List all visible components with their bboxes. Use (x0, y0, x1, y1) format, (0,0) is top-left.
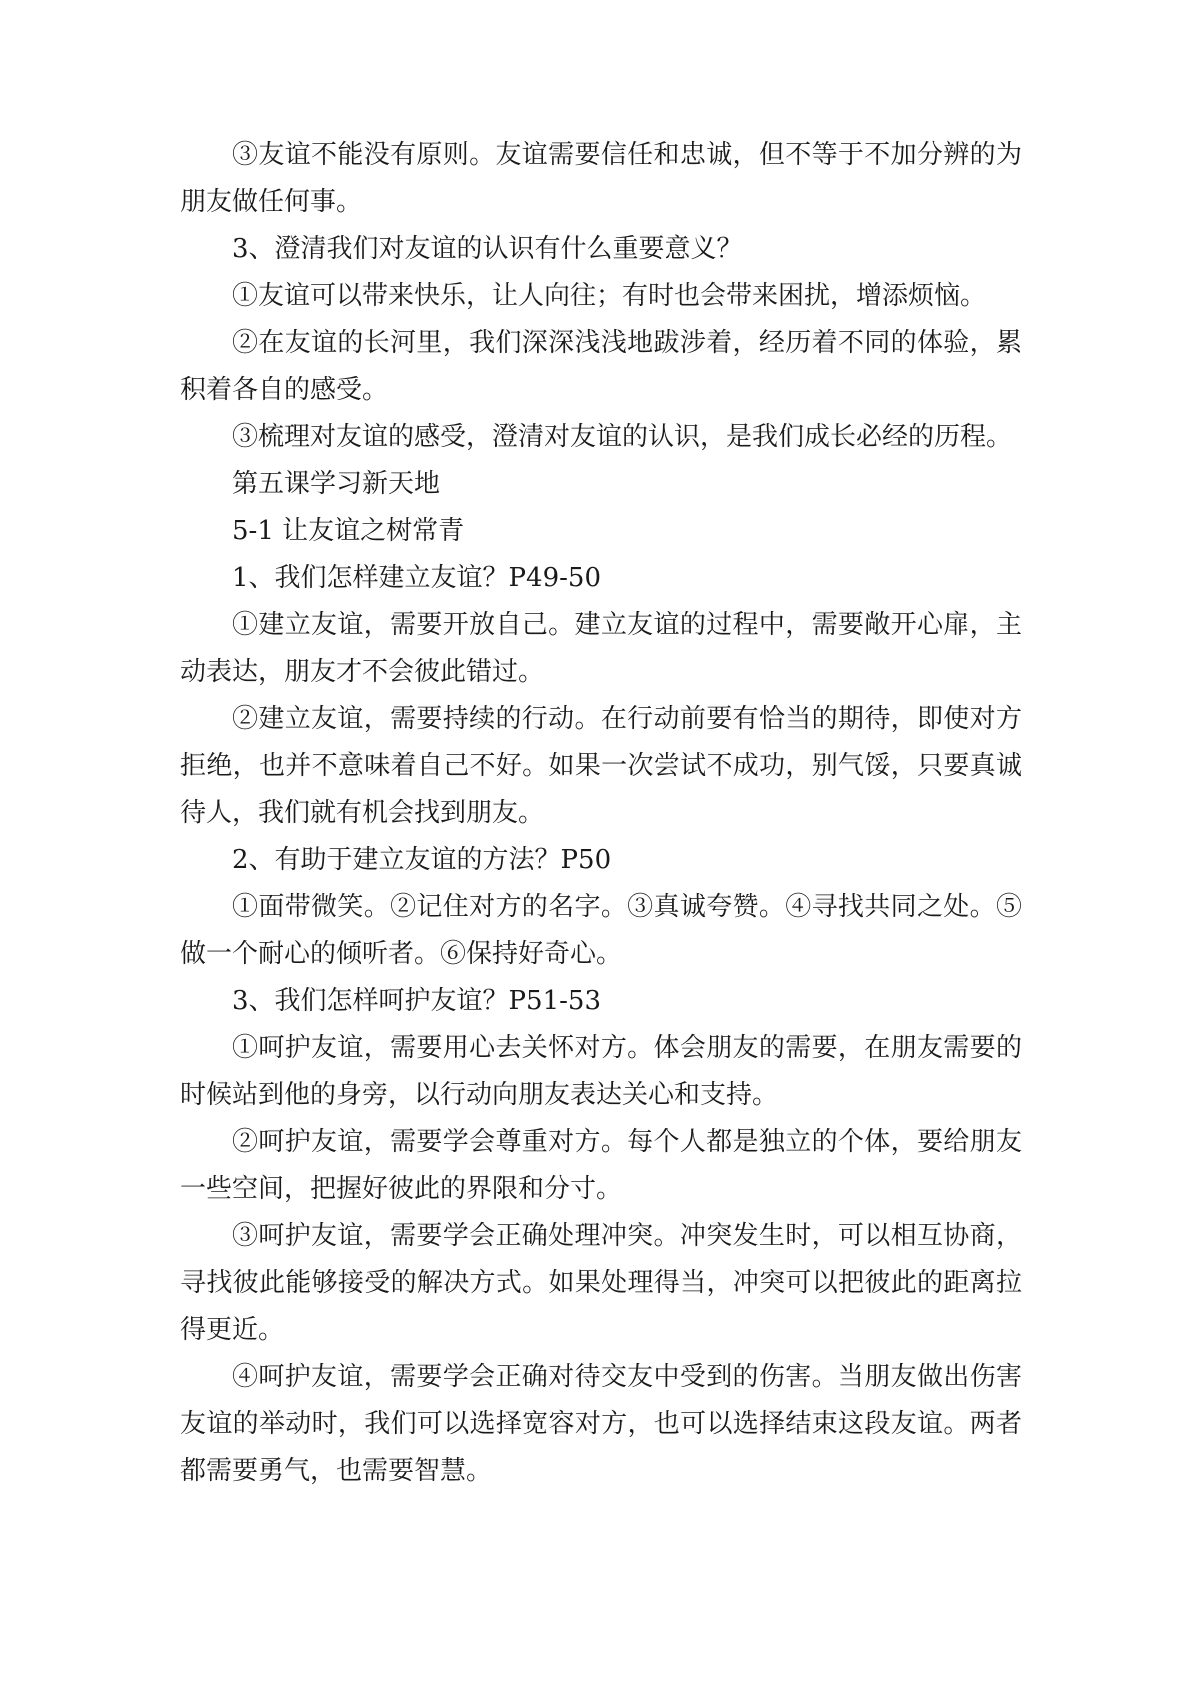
lesson-heading: 第五课学习新天地 (232, 469, 441, 499)
paragraph-joy-trouble: ①友谊可以带来快乐，让人向往；有时也会带来困扰，增添烦恼。 (232, 281, 987, 311)
paragraph-principle: ③友谊不能没有原则。友谊需要信任和忠诚，但不等于不加分辨的为朋友做任何事。 (180, 140, 1022, 217)
paragraph-care-for-other: ①呵护友谊，需要用心去关怀对方。体会朋友的需要，在朋友需要的时候站到他的身旁，以行动向朋友表达关心和支持。 (180, 1033, 1022, 1110)
question-care-friendship: 3、我们怎样呵护友谊？P51-53 (232, 986, 601, 1016)
question-methods: 2、有助于建立友谊的方法？P50 (232, 845, 612, 875)
paragraph-river-of-friendship: ②在友谊的长河里，我们深深浅浅地跋涉着，经历着不同的体验，累积着各自的感受。 (180, 328, 1022, 405)
paragraph-respect: ②呵护友谊，需要学会尊重对方。每个人都是独立的个体，要给朋友一些空间，把握好彼此的界限和分寸。 (180, 1127, 1022, 1204)
question-clarify-meaning: 3、澄清我们对友谊的认识有什么重要意义？ (232, 234, 743, 264)
paragraph-open-yourself: ①建立友谊，需要开放自己。建立友谊的过程中，需要敞开心扉，主动表达，朋友才不会彼此错过。 (180, 610, 1022, 687)
section-heading: 5-1 让友谊之树常青 (232, 516, 465, 546)
question-build-friendship: 1、我们怎样建立友谊？P49-50 (232, 563, 601, 593)
paragraph-methods-list: ①面带微笑。②记住对方的名字。③真诚夸赞。④寻找共同之处。⑤做一个耐心的倾听者。⑥保持好奇心。 (180, 892, 1022, 969)
paragraph-handle-hurt: ④呵护友谊，需要学会正确对待交友中受到的伤害。当朋友做出伤害友谊的举动时，我们可以选择宽容对方，也可以选择结束这段友谊。两者都需要勇气，也需要智慧。 (180, 1362, 1022, 1486)
document-body (180, 132, 1022, 1495)
paragraph-growth-process: ③梳理对友谊的感受，澄清对友谊的认识，是我们成长必经的历程。 (232, 422, 1013, 452)
paragraph-continuous-action: ②建立友谊，需要持续的行动。在行动前要有恰当的期待，即使对方拒绝，也并不意味着自己不好。如果一次尝试不成功，别气馁，只要真诚待人，我们就有机会找到朋友。 (180, 704, 1022, 828)
paragraph-handle-conflict: ③呵护友谊，需要学会正确处理冲突。冲突发生时，可以相互协商，寻找彼此能够接受的解决方式。如果处理得当，冲突可以把彼此的距离拉得更近。 (180, 1221, 1022, 1345)
